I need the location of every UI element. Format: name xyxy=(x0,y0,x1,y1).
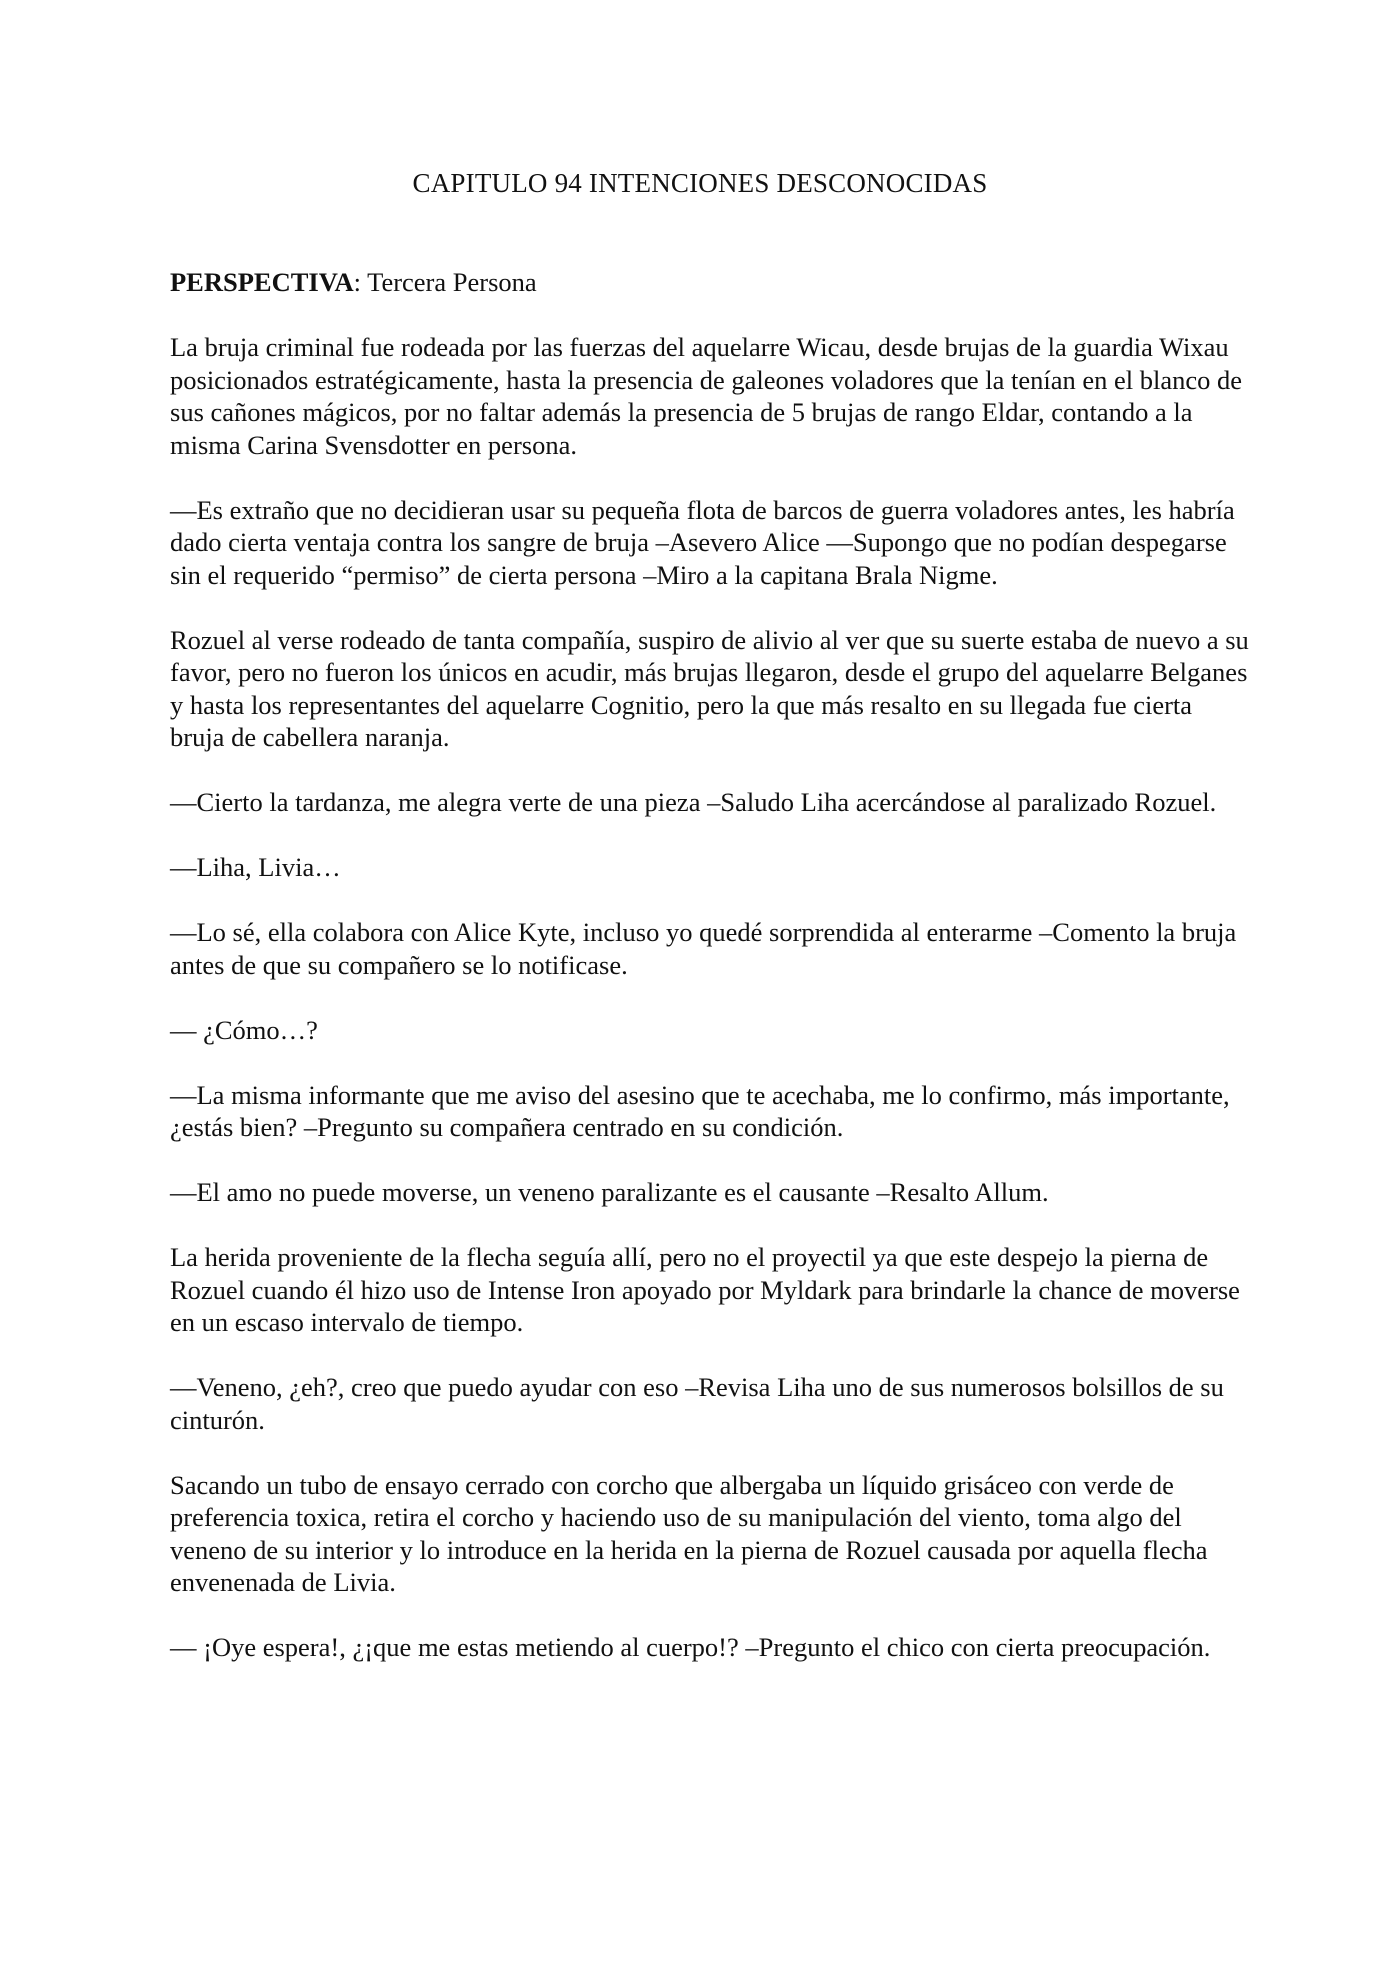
paragraph: — ¡Oye espera!, ¿¡que me estas metiendo al cuerpo!? –Pregunto el chico con cierta preocupación. xyxy=(170,1632,1211,1662)
paragraph: —Es extraño que no decidieran usar su pequeña flota de barcos de guerra voladores antes, les habría dado cierta ventaja contra los sangre de bruja –Asevero Alice —Supongo que no podían despegarse sin el requerido “permiso” de cierta persona –Miro a la capitana Brala Nigme. xyxy=(170,494,1235,590)
perspective-line: PERSPECTIVA: Tercera Persona xyxy=(170,267,537,297)
paragraph: —Lo sé, ella colabora con Alice Kyte, incluso yo quedé sorprendida al enterarme –Comento la bruja antes de que su compañero se lo notificase. xyxy=(170,917,1237,980)
paragraph: —La misma informante que me aviso del asesino que te acechaba, me lo confirmo, más importante, ¿estás bien? –Pregunto su compañera centrado en su condición. xyxy=(170,1079,1230,1142)
paragraph: Rozuel al verse rodeado de tanta compañía, suspiro de alivio al ver que su suerte estaba de nuevo a su favor, pero no fueron los únicos en acudir, más brujas llegaron, desde el grupo del aquelarre Belganes y hasta los representantes del aquelarre Cognitio, pero la que más resalto en su llegada fue cierta bruja de cabellera naranja. xyxy=(170,624,1249,752)
paragraph: — ¿Cómo…? xyxy=(170,1014,318,1045)
perspective-label: PERSPECTIVA xyxy=(170,267,354,297)
paragraph: La bruja criminal fue rodeada por las fuerzas del aquelarre Wicau, desde brujas de la guardia Wixau posicionados estratégicamente, hasta la presencia de galeones voladores que la tenían en el blanco de sus cañones mágicos, por no faltar además la presencia de 5 brujas de rango Eldar, contando a la misma Carina Svensdotter en persona. xyxy=(170,332,1243,460)
chapter-title: CAPITULO 94 INTENCIONES DESCONOCIDAS xyxy=(412,168,988,198)
document-body xyxy=(170,266,1250,1696)
perspective-value: Tercera Persona xyxy=(367,267,537,297)
paragraph: —El amo no puede moverse, un veneno paralizante es el causante –Resalto Allum. xyxy=(170,1177,1049,1207)
paragraph: —Liha, Livia… xyxy=(170,852,341,882)
paragraph: Sacando un tubo de ensayo cerrado con corcho que albergaba un líquido grisáceo con verde de preferencia toxica, retira el corcho y haciendo uso de su manipulación del viento, toma algo del veneno de su interior y lo introduce en la herida en la pierna de Rozuel causada por aquella flecha envenenada de Livia. xyxy=(170,1469,1208,1597)
paragraph: —Veneno, ¿eh?, creo que puedo ayudar con eso –Revisa Liha uno de sus numerosos bolsillos de su cinturón. xyxy=(170,1372,1224,1435)
paragraph: La herida proveniente de la flecha seguía allí, pero no el proyectil ya que este despejo la pierna de Rozuel cuando él hizo uso de Intense Iron apoyado por Myldark para brindarle la chance de moverse en un escaso intervalo de tiempo. xyxy=(170,1242,1240,1337)
paragraph: —Cierto la tardanza, me alegra verte de una pieza –Saludo Liha acercándose al paralizado Rozuel. xyxy=(170,787,1217,817)
